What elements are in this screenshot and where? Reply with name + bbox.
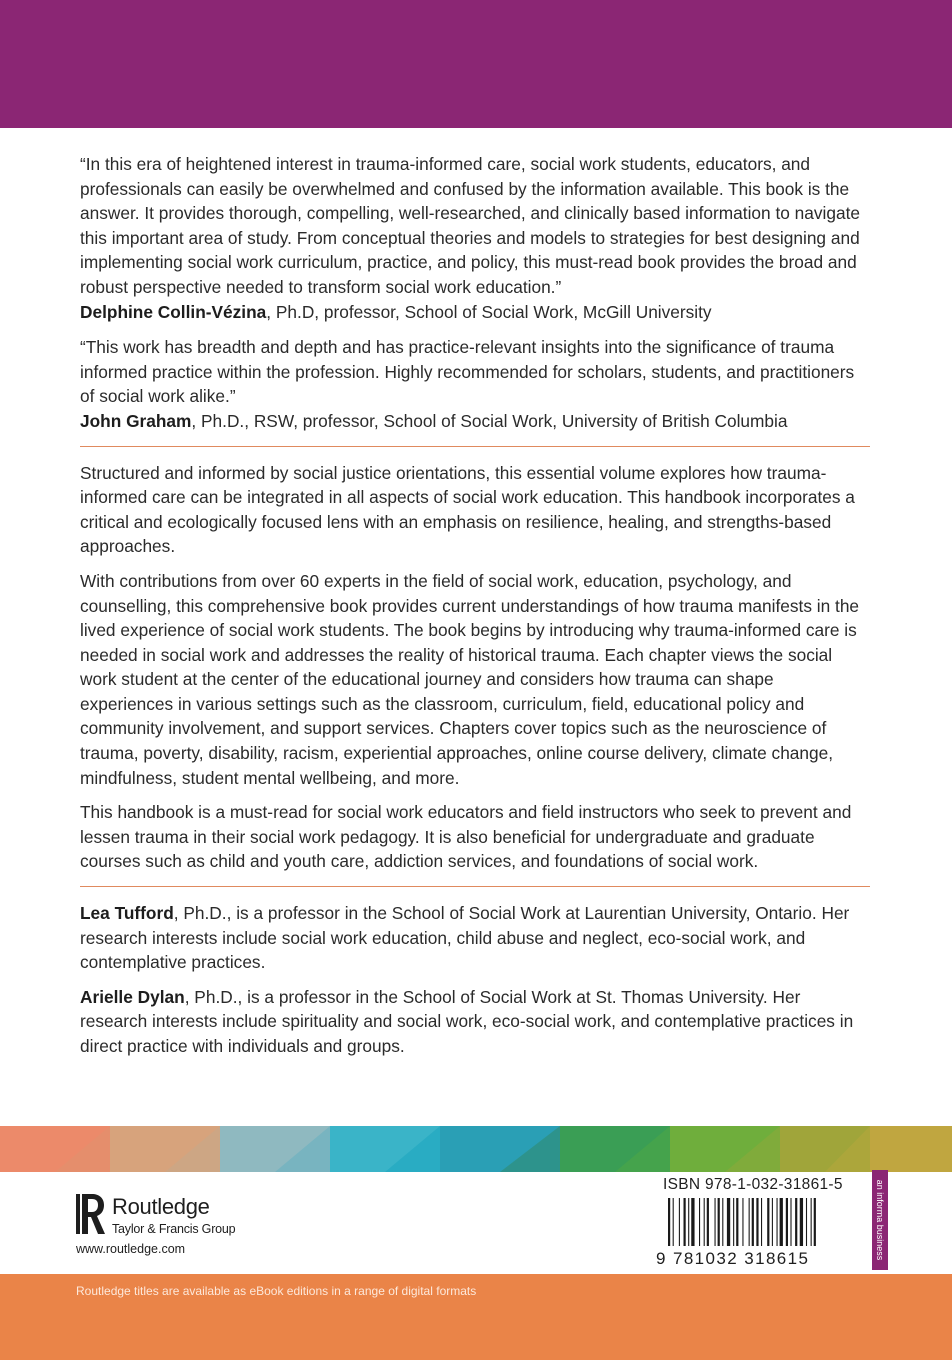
endorsement-attribution (80, 411, 788, 431)
back-cover-text (80, 152, 870, 1069)
informa-tag (872, 1170, 888, 1270)
barcode-bar (684, 1198, 686, 1246)
barcode-bar (811, 1198, 812, 1246)
author-bio (80, 985, 870, 1059)
barcode-bar (814, 1198, 816, 1246)
barcode-bar (736, 1198, 738, 1246)
endorsement-quote: “This work has breadth and depth and has practice-relevant insights into the significance of trauma informed practice within the profession. Highly recommended for scholars, students, and practitioners of social work alike.” (80, 337, 855, 407)
informa-tag-text: an informa business (875, 1179, 885, 1261)
description-paragraph: This handbook is a must-read for social work educators and field instructors who seek to prevent and lessen trauma in their social work pedagogy. It is also beneficial for undergraduate and graduate courses such as child and youth care, addiction services, and foundations of social work. (80, 802, 852, 872)
barcode-bar (733, 1198, 734, 1246)
barcode-bar (795, 1198, 797, 1246)
description-paragraph: Structured and informed by social justice orientations, this essential volume explores how trauma-informed care can be integrated in all aspects of social work education. This handbook incorporates a critical and ecologically focused lens with an emphasis on resilience, healing, and strengths-based approaches. (80, 462, 855, 557)
author-name: Arielle Dylan (80, 986, 185, 1007)
barcode-bar (800, 1198, 803, 1246)
section-divider (80, 886, 870, 887)
routledge-r-icon (76, 1190, 106, 1238)
barcode-bar (777, 1198, 778, 1246)
barcode-bar (806, 1198, 807, 1246)
isbn-label: ISBN 978-1-032-31861-5 (663, 1176, 843, 1193)
author-bio-text: , Ph.D., is a professor in the School of Social Work at St. Thomas University. Her research interests include spirituality and social work, eco-social work, and contemplative practices in direct practice with individuals and groups. (80, 986, 854, 1056)
endorsement-attribution (80, 302, 712, 322)
endorser-name: John Graham (80, 410, 192, 431)
barcode-bar (699, 1198, 700, 1246)
barcode-bar (727, 1198, 730, 1246)
barcode-bar (673, 1198, 674, 1246)
barcode-bar (679, 1198, 680, 1246)
endorsement-quote: “In this era of heightened interest in trauma-informed care, social work students, educators, and professionals can easily be overwhelmed and confused by the information available. This book is the answer. It provides thorough, compelling, well-researched, and clinically based information to navigate this important area of study. From conceptual theories and models to strategies for best designing and implementing social work curriculum, practice, and policy, this must-read book provides the broad and robust perspective needed to transform social work education.” (80, 154, 861, 297)
barcode-bar (749, 1198, 750, 1246)
endorser-affiliation: , Ph.D., RSW, professor, School of Social Work, University of British Columbia (191, 410, 788, 431)
barcode-bar (715, 1198, 716, 1246)
barcode-bar (707, 1198, 709, 1246)
publisher-name: Routledge (112, 1194, 210, 1219)
barcode-bar (704, 1198, 705, 1246)
barcode-bar (790, 1198, 791, 1246)
publisher-subtitle: Taylor & Francis Group (112, 1222, 236, 1236)
author-bio-text: , Ph.D., is a professor in the School of Social Work at Laurentian University, Ontario. Her research interests include social work education, child abuse and neglect, eco-social work, and contemplative practices. (80, 903, 850, 973)
barcode-bar (722, 1198, 723, 1246)
barcode-bar (756, 1198, 758, 1246)
barcode-bar (688, 1198, 689, 1246)
barcode-bar (767, 1198, 769, 1246)
endorsement-1 (80, 152, 870, 324)
endorsement-2 (80, 335, 870, 433)
barcode-bar (772, 1198, 773, 1246)
decorative-color-stripe (0, 1126, 952, 1172)
author-bio (80, 901, 870, 975)
barcode-bar (786, 1198, 788, 1246)
endorser-name: Delphine Collin-Vézina (80, 301, 267, 322)
barcode-bar (668, 1198, 670, 1246)
publisher-website: www.routledge.com (76, 1242, 186, 1256)
barcode-digits: 9 781032 318615 (656, 1249, 810, 1268)
barcode-bar (780, 1198, 783, 1246)
section-divider (80, 446, 870, 447)
barcode-bar (742, 1198, 743, 1246)
barcode-bar (718, 1198, 720, 1246)
author-name: Lea Tufford (80, 903, 174, 924)
top-color-band (0, 0, 952, 128)
barcode-bar (752, 1198, 754, 1246)
isbn-barcode (668, 1198, 863, 1246)
ebook-note: Routledge titles are available as eBook editions in a range of digital formats (76, 1284, 477, 1298)
barcode-bar (691, 1198, 694, 1246)
description-paragraph: With contributions from over 60 experts in the field of social work, education, psychology, and counselling, this comprehensive book provides current understandings of how trauma manifests in the lived experience of social work students. The book begins by introducing why trauma-informed care is needed in social work and addresses the reality of historical trauma. Each chapter views the social work student at the center of the educational journey and considers how trauma can shape experiences in various settings such as the classroom, curriculum, field, educational policy and community involvement, and support services. Chapters cover topics such as the neuroscience of trauma, poverty, disability, racism, experiential approaches, online course delivery, climate change, mindfulness, student mental wellbeing, and more. (80, 570, 860, 788)
endorser-affiliation: , Ph.D, professor, School of Social Work, McGill University (266, 301, 712, 322)
barcode-bar (761, 1198, 762, 1246)
